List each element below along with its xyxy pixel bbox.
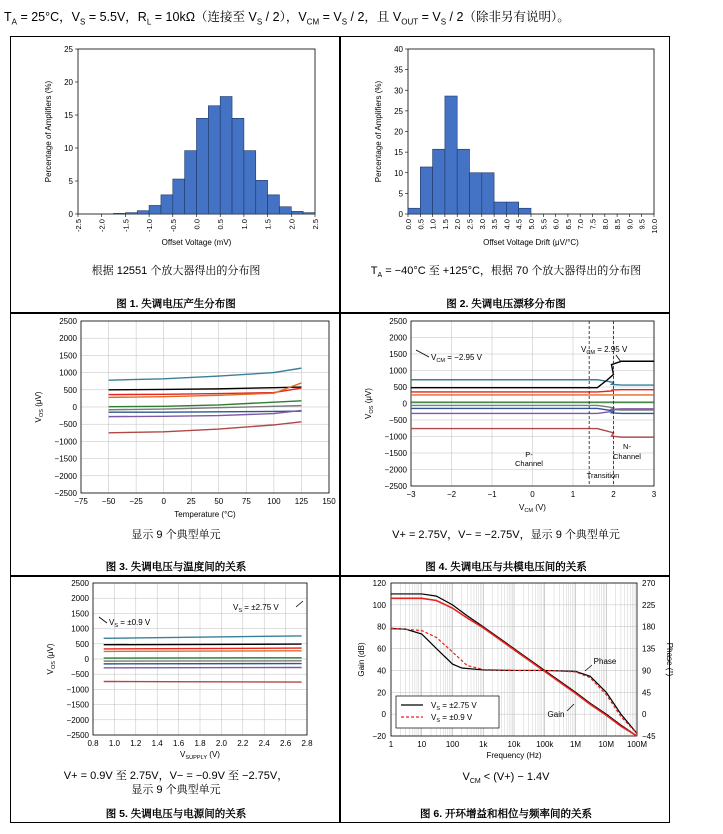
x-tick-label: 3.5 xyxy=(490,219,500,230)
offset-voltage-histogram xyxy=(11,37,341,287)
histogram-bar xyxy=(137,211,149,214)
y-tick-label: 500 xyxy=(63,385,77,395)
offset-drift-histogram xyxy=(341,37,671,287)
histogram-bar xyxy=(256,180,268,214)
y-axis-label: Percentage of Amplifiers (%) xyxy=(374,80,383,183)
x-tick-label: 1.4 xyxy=(151,739,163,748)
x-tick-label: -2.0 xyxy=(97,219,107,232)
y-tick-label: −1500 xyxy=(66,700,89,710)
y-tick-label: 120 xyxy=(372,579,386,588)
histogram-bar xyxy=(279,207,291,214)
figure-1-caption: 图 1. 失调电压产生分布图 xyxy=(116,298,236,310)
x-tick-label: 10 xyxy=(417,740,427,749)
histogram-bar xyxy=(457,149,469,214)
x-tick-label: 1.5 xyxy=(263,219,273,230)
y-tick-label: 1000 xyxy=(389,366,407,376)
x-tick-label: 5.5 xyxy=(539,219,549,230)
x-tick-label: −1 xyxy=(487,490,497,499)
x-tick-label: 2 xyxy=(611,490,616,499)
series-line xyxy=(109,411,302,412)
vs-low-label: $V_S = \pm 0.9$ V xyxy=(109,618,151,629)
x-tick-label: 3.0 xyxy=(477,219,487,230)
x-tick-label: 10.0 xyxy=(650,219,659,234)
y-tick-label: −2000 xyxy=(384,465,407,475)
x-tick-label: 2.0 xyxy=(453,219,463,230)
x-axis-label: Offset Voltage (mV) xyxy=(161,238,232,247)
y-tick-label: 500 xyxy=(393,383,407,392)
y2-axis-label: Phase (°) xyxy=(665,642,674,677)
offset-vs-temperature-chart xyxy=(11,314,341,544)
y-tick-label: 80 xyxy=(377,622,386,632)
y-tick-label: 5 xyxy=(398,189,403,199)
y-tick-label: −2500 xyxy=(384,482,407,491)
figure-6-caption: 图 6. 开环增益和相位与频率间的关系 xyxy=(419,808,593,820)
figure-4-note: V+ = 2.75V，V− = −2.75V，显示 9 个典型单元 xyxy=(392,529,620,541)
x-tick-label: 4.0 xyxy=(502,219,512,230)
offset-vs-supply-chart xyxy=(11,577,341,767)
x-tick-label: 6.0 xyxy=(551,219,561,230)
histogram-bar xyxy=(420,167,432,214)
series-line xyxy=(104,636,302,638)
x-tick-label: 0 xyxy=(530,490,535,499)
x-tick-label: 7.0 xyxy=(576,219,586,230)
x-tick-label: 1 xyxy=(388,740,394,749)
x-tick-label: 2.5 xyxy=(465,219,475,230)
vcm-low-arrow xyxy=(416,350,429,357)
vs-high-arrow xyxy=(296,601,303,607)
figure-1-panel xyxy=(10,36,340,313)
y2-tick-label: 0 xyxy=(642,710,647,720)
x-tick-label: −2 xyxy=(446,490,457,499)
y-tick-label: 15 xyxy=(64,111,73,120)
x-tick-label: 2.0 xyxy=(215,739,227,748)
p-channel-label: Channel xyxy=(515,459,543,468)
x-tick-label: 100 xyxy=(445,740,460,749)
figure-2-note: $T_A = -40^\circ C$ 至 +125°C，根据 70 个放大器得出的分布图 xyxy=(370,265,642,280)
y2-tick-label: 135 xyxy=(642,644,656,654)
series-line xyxy=(104,681,302,682)
x-tick-label: 0.0 xyxy=(404,219,413,230)
histogram-bar xyxy=(149,205,161,214)
y-tick-label: 20 xyxy=(64,78,73,87)
x-tick-label: 1.6 xyxy=(173,739,185,748)
x-axis-label: Frequency (Hz) xyxy=(486,751,542,760)
y2-tick-label: 45 xyxy=(642,688,651,698)
x-axis-label: $V_{CM}$ (V) xyxy=(519,503,546,514)
histogram-bar xyxy=(408,208,420,214)
y-tick-label: 2000 xyxy=(389,333,407,343)
figure-2-panel xyxy=(340,36,670,313)
y-axis-label: Percentage of Amplifiers (%) xyxy=(44,80,53,183)
y-tick-label: −500 xyxy=(70,670,89,680)
y-tick-label: 40 xyxy=(377,666,386,676)
y-tick-label: 15 xyxy=(394,148,403,158)
vcm-high-arrow xyxy=(616,355,621,362)
y-tick-label: −20 xyxy=(372,732,386,741)
x-axis-label: Offset Voltage Drift (μV/°C) xyxy=(483,238,579,247)
x-tick-label: 150 xyxy=(322,497,336,506)
histogram-bar xyxy=(268,195,280,214)
figure-4-caption: 图 4. 失调电压与共模电压间的关系 xyxy=(425,561,587,573)
y-tick-label: −500 xyxy=(388,416,407,425)
x-axis-label: $V_{SUPPLY}$ (V) xyxy=(180,750,220,761)
x-tick-label: 100 xyxy=(267,497,281,506)
series-line xyxy=(109,368,302,380)
x-tick-label: 1.2 xyxy=(130,739,142,748)
x-tick-label: 0 xyxy=(161,497,166,506)
x-tick-label: 25 xyxy=(186,497,196,506)
y-tick-label: 30 xyxy=(394,86,403,96)
histogram-bar xyxy=(220,97,232,214)
histogram-bar xyxy=(232,118,244,214)
vcm-low-label: $V_{CM} = -2.95$ V xyxy=(431,353,482,364)
y-tick-label: 0 xyxy=(398,210,403,219)
y-tick-label: −1500 xyxy=(54,454,77,464)
y-tick-label: 5 xyxy=(68,177,73,186)
y-tick-label: 10 xyxy=(394,168,403,178)
x-tick-label: 0.5 xyxy=(216,219,226,230)
figure-5-caption: 图 5. 失调电压与电源间的关系 xyxy=(105,808,247,820)
y-axis-label: $V_{OS}$ (μV) xyxy=(46,643,57,675)
x-tick-label: 2.0 xyxy=(287,219,297,230)
y-tick-label: 1500 xyxy=(71,609,89,619)
x-tick-label: 7.5 xyxy=(588,219,598,230)
x-tick-label: 0.5 xyxy=(416,219,426,230)
x-tick-label: 5.0 xyxy=(527,219,536,230)
histogram-bar xyxy=(506,202,518,214)
y-tick-label: 1500 xyxy=(59,351,77,361)
y-axis-label: Gain (dB) xyxy=(357,642,366,677)
p-channel-label: P- xyxy=(525,450,533,459)
y2-tick-label: 225 xyxy=(642,600,656,610)
figure-5-note-2: 显示 9 个典型单元 xyxy=(131,784,221,796)
series-line xyxy=(109,422,302,433)
y-tick-label: 35 xyxy=(394,65,403,75)
histogram-bar xyxy=(303,213,315,214)
phase-arrow xyxy=(585,665,592,671)
x-tick-label: 2.4 xyxy=(258,739,270,748)
x-tick-label: −75 xyxy=(74,497,88,506)
x-tick-label: 10k xyxy=(507,740,521,749)
y-tick-label: 10 xyxy=(64,144,73,153)
y-axis-label: $V_{OS}$ (μV) xyxy=(364,388,375,419)
x-axis-label: Temperature (°C) xyxy=(174,510,236,519)
x-tick-label: 50 xyxy=(214,497,224,506)
x-tick-label: -1.0 xyxy=(145,219,155,232)
y-tick-label: −1000 xyxy=(54,437,77,447)
y-tick-label: 2500 xyxy=(71,579,89,588)
histogram-bar xyxy=(291,211,303,214)
y-tick-label: −2000 xyxy=(54,471,77,481)
figure-2-caption: 图 2. 失调电压漂移分布图 xyxy=(446,298,566,310)
y-tick-label: 20 xyxy=(377,688,386,698)
x-tick-label: 1.5 xyxy=(440,219,450,230)
y-tick-label: 20 xyxy=(394,127,403,137)
x-tick-label: 6.5 xyxy=(563,219,573,230)
series-line xyxy=(104,648,302,649)
y-tick-label: −500 xyxy=(58,420,77,430)
y-tick-label: 1500 xyxy=(389,350,407,359)
histogram-bar xyxy=(185,151,197,214)
x-tick-label: 8.5 xyxy=(613,219,623,230)
y2-tick-label: 270 xyxy=(642,579,656,588)
figure-4-panel xyxy=(340,313,670,576)
gain-annotation: Gain xyxy=(547,710,565,719)
x-tick-label: 100k xyxy=(536,740,554,749)
y-tick-label: 60 xyxy=(377,644,386,654)
x-tick-label: 75 xyxy=(241,497,251,506)
y-tick-label: 100 xyxy=(372,600,386,610)
histogram-bar xyxy=(482,173,494,214)
y-tick-label: 1000 xyxy=(71,624,89,634)
y-tick-label: −1500 xyxy=(384,449,407,458)
y-tick-label: −1000 xyxy=(384,432,407,442)
x-tick-label: 0.0 xyxy=(192,219,202,230)
x-tick-label: -2.5 xyxy=(74,219,83,232)
y-tick-label: 1000 xyxy=(59,368,77,378)
y-tick-label: −1000 xyxy=(66,685,89,695)
y-tick-label: 0 xyxy=(402,399,407,409)
x-tick-label: 10M xyxy=(598,740,615,749)
histogram-bar xyxy=(208,106,220,214)
vs-low-arrow xyxy=(99,617,107,623)
x-tick-label: −3 xyxy=(406,490,416,499)
x-tick-label: 1M xyxy=(569,740,582,749)
y-tick-label: −2500 xyxy=(66,731,89,740)
x-tick-label: 1.0 xyxy=(428,219,438,230)
y2-tick-label: 90 xyxy=(642,666,651,676)
x-tick-label: 0.8 xyxy=(87,739,99,748)
legend-label: $V_S = \pm 2.75$ V xyxy=(431,701,477,712)
figure-6-panel xyxy=(340,576,674,823)
figure-3-caption: 图 3. 失调电压与温度间的关系 xyxy=(105,561,247,573)
histogram-bar xyxy=(494,202,506,214)
legend-label: $V_S = \pm 0.9$ V xyxy=(431,713,473,724)
y-tick-label: 0 xyxy=(72,403,77,412)
y2-tick-label: −45 xyxy=(642,732,656,741)
x-tick-label: 2.6 xyxy=(280,739,292,748)
x-tick-label: -1.5 xyxy=(121,219,131,232)
x-tick-label: 1.0 xyxy=(239,219,249,230)
y-tick-label: 2000 xyxy=(71,594,89,604)
y-axis-label: $V_{OS}$ (μV) xyxy=(34,391,45,423)
n-channel-label: Channel xyxy=(613,452,641,461)
x-tick-label: −50 xyxy=(101,497,116,506)
y2-tick-label: 180 xyxy=(642,622,656,632)
x-tick-label: 1.0 xyxy=(108,739,120,748)
x-tick-label: -0.5 xyxy=(168,219,178,232)
x-tick-label: 125 xyxy=(294,497,309,506)
x-tick-label: 9.5 xyxy=(637,219,647,230)
figure-1-note: 根据 12551 个放大器得出的分布图 xyxy=(91,265,261,277)
y-tick-label: 2500 xyxy=(389,317,407,326)
y-tick-label: 25 xyxy=(394,106,403,116)
series-line xyxy=(109,387,302,390)
x-tick-label: 1k xyxy=(479,740,488,749)
histogram-bar xyxy=(125,213,137,214)
conditions-header: $T_A = 25^\circ C$，$V_S = 5.5V$，$R_L = 10k\Omega$（连接至 $V_S / 2$），$V_{CM} = V_S / 2$，且 $V_{OUT} = V_S / 2$（除非另有说明）。 xyxy=(4,10,570,27)
n-channel-label: N- xyxy=(623,442,631,451)
transition-label: Transition xyxy=(586,471,620,480)
y-tick-label: 0 xyxy=(381,710,386,720)
histogram-bar xyxy=(114,213,126,214)
y-tick-label: −2500 xyxy=(54,489,77,498)
figure-3-panel xyxy=(10,313,340,576)
figure-5-note-1: V+ = 0.9V 至 2.75V，V− = −0.9V 至 −2.75V， xyxy=(63,770,289,782)
series-line xyxy=(104,644,302,645)
open-loop-gain-phase-chart xyxy=(341,577,674,767)
x-tick-label: 3 xyxy=(651,490,657,499)
x-tick-label: 1.8 xyxy=(194,739,206,748)
x-tick-label: 4.5 xyxy=(514,219,524,230)
x-tick-label: 1 xyxy=(570,490,576,499)
histogram-bar xyxy=(161,195,173,214)
y-tick-label: 0 xyxy=(84,655,89,664)
histogram-bar xyxy=(519,208,531,214)
histogram-bar xyxy=(173,179,185,214)
offset-vs-common-mode-chart xyxy=(341,314,671,544)
x-tick-label: 2.2 xyxy=(237,739,249,748)
figure-3-note: 显示 9 个典型单元 xyxy=(131,529,221,541)
y-tick-label: 500 xyxy=(75,639,89,649)
vcm-high-label: $V_{CM} = 2.95$ V xyxy=(581,345,628,356)
histogram-bar xyxy=(433,149,445,214)
histogram-bar xyxy=(470,173,482,214)
x-tick-label: 2.5 xyxy=(311,219,320,230)
y-tick-label: −2000 xyxy=(66,715,89,725)
y-tick-label: 2000 xyxy=(59,334,77,344)
x-tick-label: 8.0 xyxy=(600,219,610,230)
histogram-bar xyxy=(197,118,209,214)
x-tick-label: 9.0 xyxy=(625,219,635,230)
series-line xyxy=(104,651,302,652)
x-tick-label: 2.8 xyxy=(301,739,313,748)
vs-high-label: $V_S = \pm 2.75$ V xyxy=(233,603,279,614)
histogram-bar xyxy=(445,96,457,214)
figure-5-panel xyxy=(10,576,340,823)
x-tick-label: 100M xyxy=(626,740,648,749)
histogram-bar xyxy=(244,151,256,214)
y-tick-label: 0 xyxy=(68,210,73,219)
y-tick-label: 2500 xyxy=(59,317,77,326)
phase-annotation: Phase xyxy=(593,657,617,666)
y-tick-label: 25 xyxy=(64,45,73,54)
x-tick-label: −25 xyxy=(129,497,143,506)
y-tick-label: 40 xyxy=(394,45,403,54)
figure-6-note: $V_{CM} < (V+) - 1.4V$ xyxy=(462,771,550,786)
